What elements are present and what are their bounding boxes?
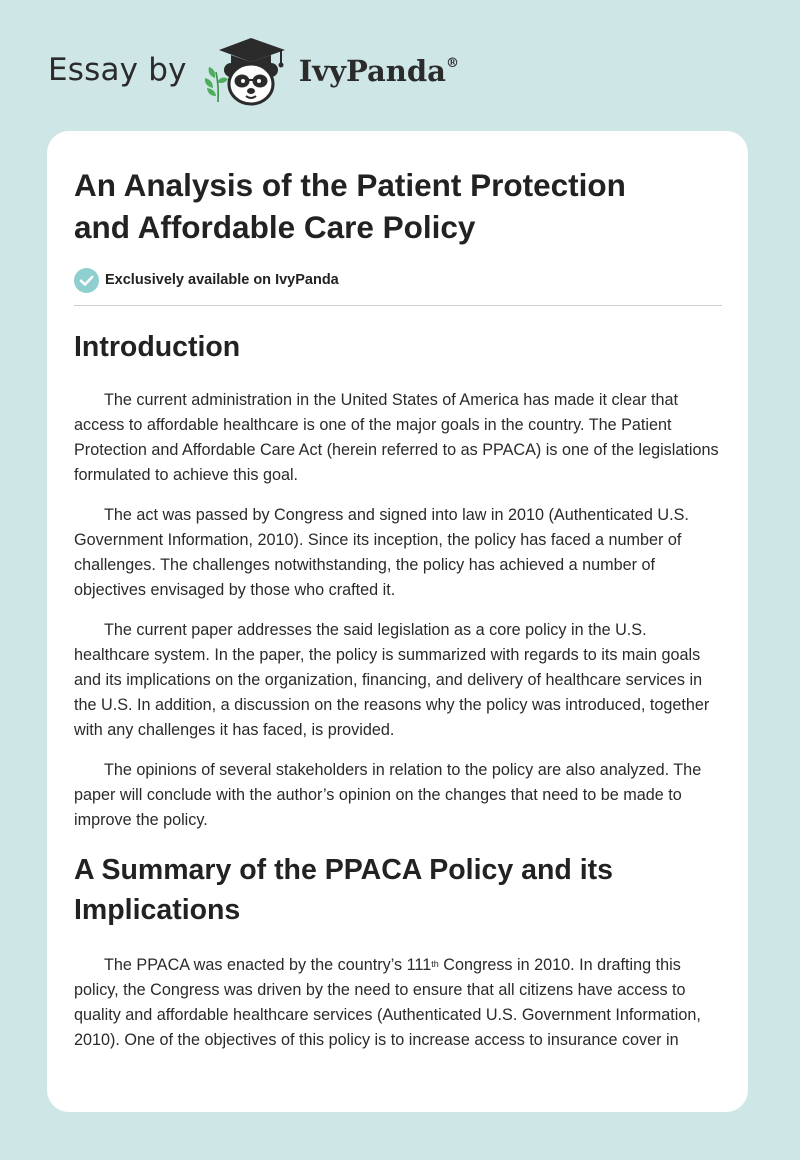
- page-title: An Analysis of the Patient Protection and Affordable Care Policy: [74, 167, 626, 245]
- section-heading-introduction: Introduction: [74, 331, 241, 363]
- essay-content: [74, 131, 722, 1053]
- check-circle-icon: [74, 268, 99, 293]
- divider: [74, 305, 722, 306]
- panda-graduation-cap-icon[interactable]: [201, 34, 293, 110]
- brand-name[interactable]: IvyPanda®: [298, 54, 459, 88]
- registered-mark: ®: [445, 56, 459, 71]
- paragraph: The opinions of several stakeholders in relation to the policy are also analyzed. The paper will conclude with the author’s opinion on the changes that need to be made to improve the policy.: [74, 761, 702, 829]
- section-heading-summary: A Summary of the PPACA Policy and its Implications: [74, 854, 613, 926]
- exclusive-badge: [74, 267, 722, 293]
- essay-by-label: Essay by: [48, 52, 187, 88]
- paragraph: The current paper addresses the said legislation as a core policy in the U.S. healthcare system. In the paper, the policy is summarized with regards to its main goals and its implications on the organization, financing, and delivery of healthcare services in the U.S. In addition, a discussion on the reasons why the policy was introduced, together with any challenges it has faced, is provided.: [74, 621, 710, 739]
- exclusive-label: Exclusively available on IvyPanda: [105, 272, 339, 288]
- paragraph: The PPACA was enacted by the country’s 111th Congress in 2010. In drafting this policy, the Congress was driven by the need to ensure that all citizens have access to quality and affordable healthcare services (Authenticated U.S. Government Information, 2010). One of the objectives of this policy is to increase access to insurance cover in: [74, 956, 701, 1049]
- site-header: [48, 34, 508, 110]
- paragraph: The act was passed by Congress and signed into law in 2010 (Authenticated U.S. Government Information, 2010). Since its inception, the policy has faced a number of challenges. The challenges notwithstanding, the policy has achieved a number of objectives envisaged by those who crafted it.: [74, 506, 689, 599]
- essay-card: [47, 131, 748, 1112]
- paragraph: The current administration in the United States of America has made it clear that access to affordable healthcare is one of the major goals in the country. The Patient Protection and Affordable Care Act (herein referred to as PPACA) is one of the legislations formulated to achieve this goal.: [74, 391, 719, 484]
